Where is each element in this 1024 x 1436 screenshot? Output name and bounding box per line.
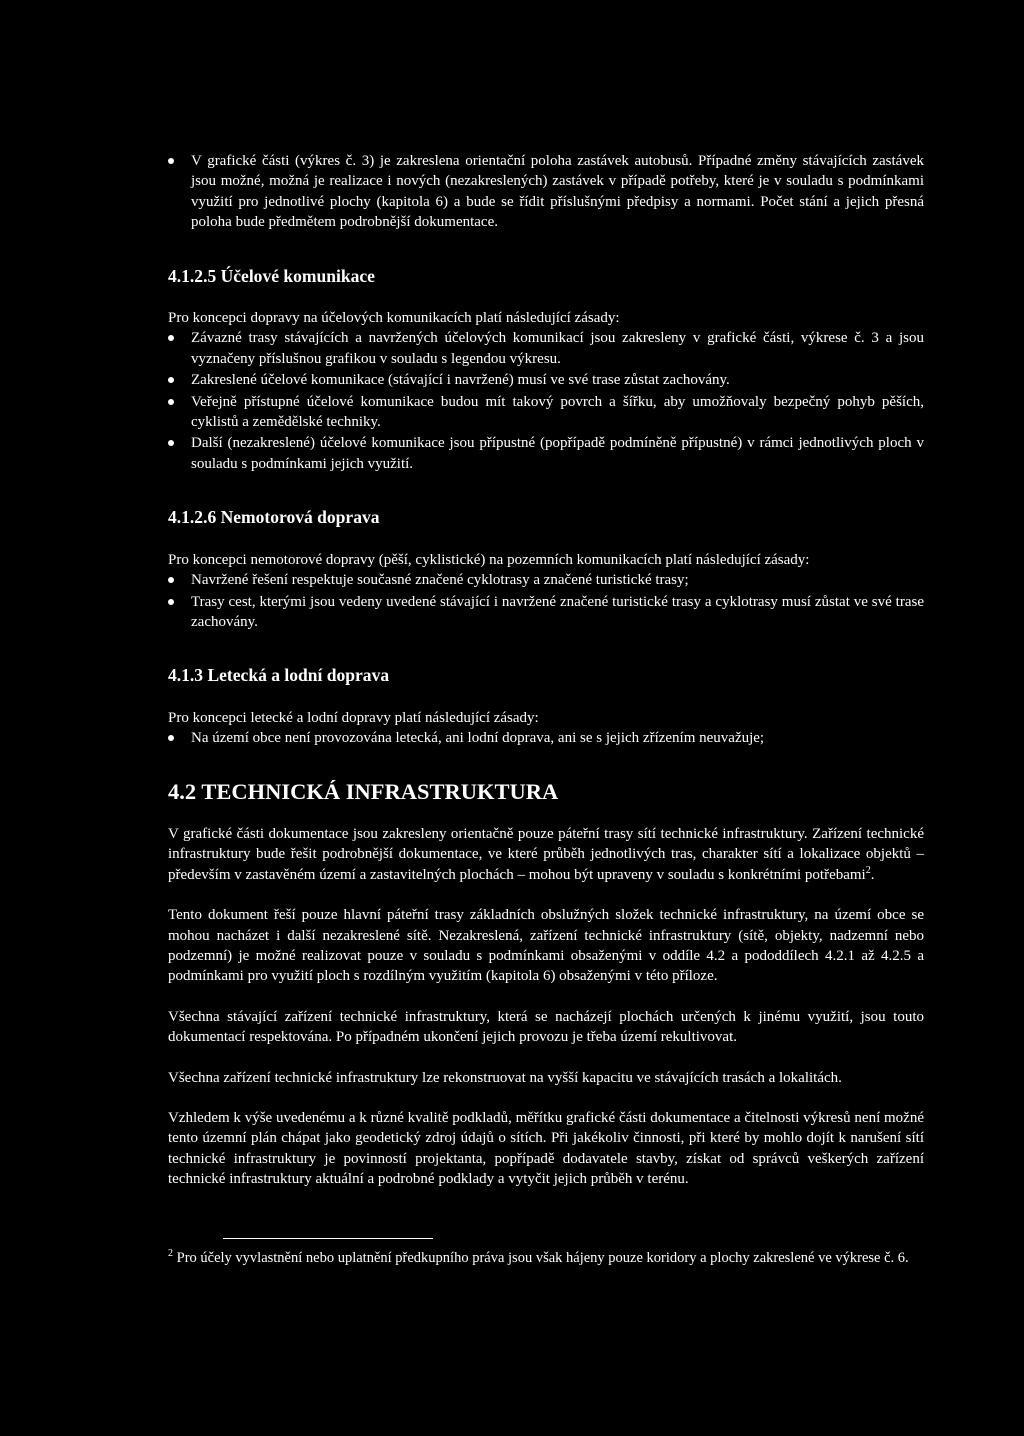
paragraph: Všechna stávající zařízení technické infrastruktury, která se nacházejí plochách určených k jinému využití, jsou touto dokumentací respektována. Po případném ukončení jejich provozu je třeba území rekultivovat. — [168, 1008, 924, 1046]
section-intro: Pro koncepci nemotorové dopravy (pěší, cyklistické) na pozemních komunikacích platí následující zásady: — [168, 551, 810, 568]
footnote-reference: 2 — [865, 864, 871, 876]
footnote-mark: 2 — [168, 1247, 173, 1259]
intro-bullet-list — [168, 151, 924, 233]
list-item-text: Závazné trasy stávajících a navržených účelových komunikací jsou zakresleny v grafické části, výkrese č. 3 a jsou vyznačeny příslušnou grafikou v souladu s legendou výkresu. — [191, 330, 924, 367]
bullet-icon — [168, 158, 174, 164]
list-item — [168, 433, 924, 474]
ucelove-komunikace-bullet-list — [168, 328, 924, 474]
list-item — [168, 392, 924, 433]
section-heading-nemotorova-doprava: 4.1.2.6 Nemotorová doprava — [168, 507, 380, 528]
footnote — [168, 1248, 924, 1268]
section-intro: Pro koncepci dopravy na účelových komunikacích platí následující zásady: — [168, 310, 620, 327]
bullet-icon — [168, 440, 174, 446]
section-heading-technicka-infrastruktura: 4.2 TECHNICKÁ INFRASTRUKTURA — [168, 778, 559, 804]
list-item-text: Trasy cest, kterými jsou vedeny uvedené stávající i navržené značené turistické trasy a cyklotrasy musí zůstat ve své trase zachovány. — [191, 593, 924, 630]
paragraph: Vzhledem k výše uvedenému a k různé kvalitě podkladů, měřítku grafické části dokumentace a čitelnosti výkresů není možné tento územní plán chápat jako geodetický zdroj údajů o sítích. Při jakékoliv činnosti, při které by mohlo dojít k narušení sítí technické infrastruktury je povinností projektanta, popřípadě dodavatele stavby, získat od správců veškerých zařízení technické infrastruktury aktuální a podrobné podklady a vytyčit jejich průběh v terénu. — [168, 1110, 924, 1188]
list-item-text: Navržené řešení respektuje současné značené cyklotrasy a značené turistické trasy; — [191, 572, 689, 589]
list-item-text: Zakreslené účelové komunikace (stávající i navržené) musí ve své trase zůstat zachovány. — [191, 372, 730, 389]
paragraph-text-end: . — [870, 866, 875, 883]
list-item — [168, 370, 924, 390]
list-item — [168, 151, 924, 233]
bullet-icon — [168, 399, 174, 405]
bullet-icon — [168, 735, 174, 741]
bullet-icon — [168, 335, 174, 341]
list-item-text: Další (nezakreslené) účelové komunikace jsou přípustné (popřípadě podmíněně přípustné) v rámci jednotlivých ploch v souladu s podmínkami jejich využití. — [191, 435, 924, 472]
paragraph — [168, 824, 924, 885]
list-item — [168, 592, 924, 633]
paragraph-text: V grafické části dokumentace jsou zakresleny orientačně pouze páteřní trasy sítí technické infrastruktury. Zařízení technické infrastruktury bude řešit podrobnější dokumentace, ve které průběh jednotlivých tras, charakter sítí a lokalizace objektů – především v zastavěném území a zastavitelných plochách – mohou být upraveny v souladu s konkrétními potřebami — [168, 825, 924, 883]
list-item — [168, 728, 924, 748]
bullet-icon — [168, 577, 174, 583]
section-heading-letecka-lodni-doprava: 4.1.3 Letecká a lodní doprava — [168, 665, 390, 686]
list-item-text: V grafické části (výkres č. 3) je zakreslena orientační poloha zastávek autobusů. Případné změny stávajících zastávek jsou možné, možná je realizace i nových (nezakreslených) zastávek v případě potřeby, které je v souladu s podmínkami využití pro jednotlivé plochy (kapitola 6) a bude se řídit příslušnými předpisy a normami. Počet stání a jejich přesná poloha bude předmětem podrobnější dokumentace. — [191, 153, 924, 231]
paragraph: Tento dokument řeší pouze hlavní páteřní trasy základních obslužných složek technické infrastruktury, na území obce se mohou nacházet i další nezakreslené sítě. Nezakreslená, zařízení technické infrastruktury (sítě, objekty, nadzemní nebo podzemní) je možné realizovat pouze v souladu s podmínkami obsaženými v oddíle 4.2 a pododdílech 4.2.1 až 4.2.5 a podmínkami pro využití ploch s rozdílným využitím (kapitola 6) obsaženými v této příloze. — [168, 907, 924, 985]
section-heading-ucelove-komunikace: 4.1.2.5 Účelové komunikace — [168, 265, 375, 286]
letecka-lodni-doprava-bullet-list — [168, 728, 924, 748]
list-item-text: Veřejně přístupné účelové komunikace budou mít takový povrch a šířku, aby umožňovaly bezpečný pohyb pěších, cyklistů a zemědělské techniky. — [191, 393, 924, 431]
paragraph: Všechna zařízení technické infrastruktury lze rekonstruovat na vyšší kapacitu ve stávajících trasách a lokalitách. — [168, 1069, 842, 1086]
bullet-icon — [168, 377, 174, 383]
document-page — [168, 151, 924, 1268]
footnote-divider — [223, 1238, 433, 1239]
list-item-text: Na území obce není provozována letecká, ani lodní doprava, ani se s jejich zřízením neuvažuje; — [191, 730, 765, 747]
list-item — [168, 570, 924, 590]
footnote-text: Pro účely vyvlastnění nebo uplatnění předkupního práva jsou však hájeny pouze koridory a plochy zakreslené ve výkrese č. 6. — [176, 1249, 909, 1266]
section-intro: Pro koncepci letecké a lodní dopravy platí následující zásady: — [168, 709, 539, 726]
list-item — [168, 328, 924, 369]
nemotorova-doprava-bullet-list — [168, 570, 924, 632]
bullet-icon — [168, 599, 174, 605]
